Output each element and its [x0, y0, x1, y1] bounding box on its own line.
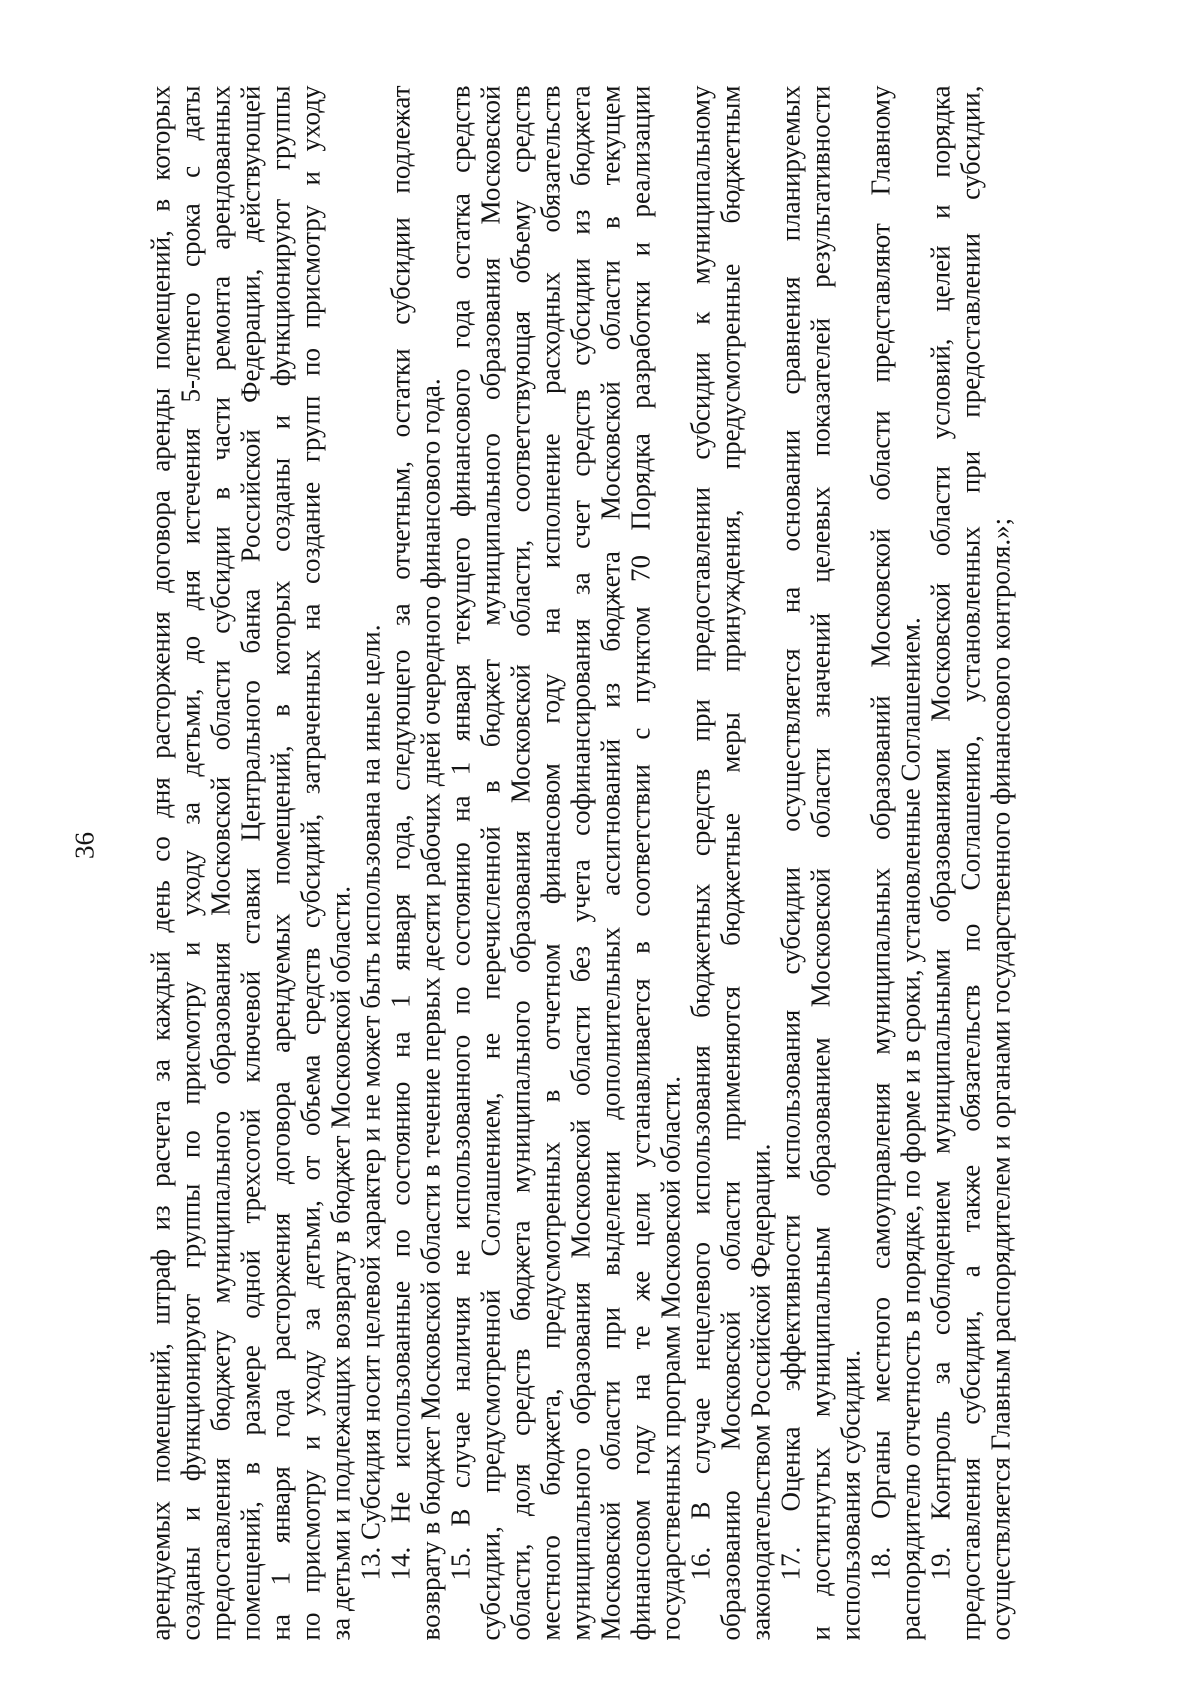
- paragraph-17: [775, 85, 865, 1640]
- text-line: использования субсидии.: [835, 1349, 865, 1640]
- text-line: распорядителю отчетность в порядке, по форме и в сроки, установленные Соглашением.: [895, 616, 925, 1640]
- text-line: 18. Органы местного самоуправления муниципальных образований Московской области представляют Главному: [865, 85, 895, 1580]
- text-line: арендуемых помещений, штраф из расчета за каждый день со дня расторжения договора аренды помещений, в которых: [145, 85, 175, 1640]
- text-line: 14. Не использованные по состоянию на 1 января года, следующего за отчетным, остатки субсидии подлежат: [385, 85, 415, 1580]
- text-line: субсидии, предусмотренной Соглашением, не перечисленной в бюджет муниципального образования Московской: [475, 85, 505, 1640]
- paragraph-continued: [145, 85, 355, 1640]
- text-line: на 1 января года расторжения договора арендуемых помещений, в которых созданы и функционируют группы: [265, 85, 295, 1640]
- text-line: 19. Контроль за соблюдением муниципальными образованиями Московской области условий, целей и порядка: [925, 85, 955, 1580]
- document-body: [145, 85, 1015, 1640]
- paragraph-16: [685, 85, 775, 1640]
- paragraph-19: [925, 85, 1015, 1640]
- text-line: предоставления бюджету муниципального образования Московской области субсидии в части ремонта арендованных: [205, 85, 235, 1640]
- paragraph-18: [865, 85, 925, 1640]
- text-line: и достигнутых муниципальным образованием Московской области значений целевых показателей результативности: [805, 85, 835, 1640]
- text-line: 15. В случае наличия не использованного по состоянию на 1 января текущего финансового года остатка средств: [445, 85, 475, 1580]
- text-line: осуществляется Главным распорядителем и органами государственного финансового контроля.»;: [985, 517, 1015, 1640]
- text-line: законодательством Российской Федерации.: [745, 1143, 775, 1640]
- paragraph-15: [445, 85, 685, 1640]
- text-line: образованию Московской области применяются бюджетные меры принуждения, предусмотренные бюджетным: [715, 85, 745, 1640]
- text-line: созданы и функционируют группы по присмотру и уходу за детьми, до дня истечения 5-летнего срока с даты: [175, 85, 205, 1640]
- text-line: помещений, в размере одной трехсотой ключевой ставки Центрального банка Российской Федерации, действующей: [235, 85, 265, 1640]
- text-line: Московской области при выделении дополнительных ассигнований из бюджета Московской области в текущем: [595, 85, 625, 1640]
- text-line: 17. Оценка эффективности использования субсидии осуществляется на основании сравнения планируемых: [775, 85, 805, 1580]
- text-line: государственных программ Московской области.: [655, 1075, 685, 1640]
- text-line: по присмотру и уходу за детьми, от объема средств субсидий, затраченных на создание групп по присмотру и уходу: [295, 85, 325, 1640]
- paragraph-13: [355, 85, 385, 1640]
- text-line: 13. Субсидия носит целевой характер и не может быть использована на иные цели.: [355, 624, 385, 1580]
- text-line: муниципального образования Московской области без учета софинансирования за счет средств субсидии из бюджета: [565, 85, 595, 1640]
- text-line: за детьми и подлежащих возврату в бюджет Московской области.: [325, 885, 355, 1640]
- text-line: 16. В случае нецелевого использования бюджетных средств при предоставлении субсидии к муниципальному: [685, 85, 715, 1580]
- page-number: 36: [69, 831, 99, 859]
- paragraph-14: [385, 85, 445, 1640]
- text-line: финансовом году на те же цели устанавливается в соответствии с пунктом 70 Порядка разработки и реализации: [625, 85, 655, 1640]
- text-line: области, доля средств бюджета муниципального образования Московской области, соответствующая объему средств: [505, 85, 535, 1640]
- text-line: возврату в бюджет Московской области в течение первых десяти рабочих дней очередного финансового года.: [415, 377, 445, 1640]
- text-line: предоставления субсидии, а также обязательств по Соглашению, установленных при предоставлении субсидии,: [955, 85, 985, 1640]
- text-line: местного бюджета, предусмотренных в отчетном финансовом году на исполнение расходных обязательств: [535, 85, 565, 1640]
